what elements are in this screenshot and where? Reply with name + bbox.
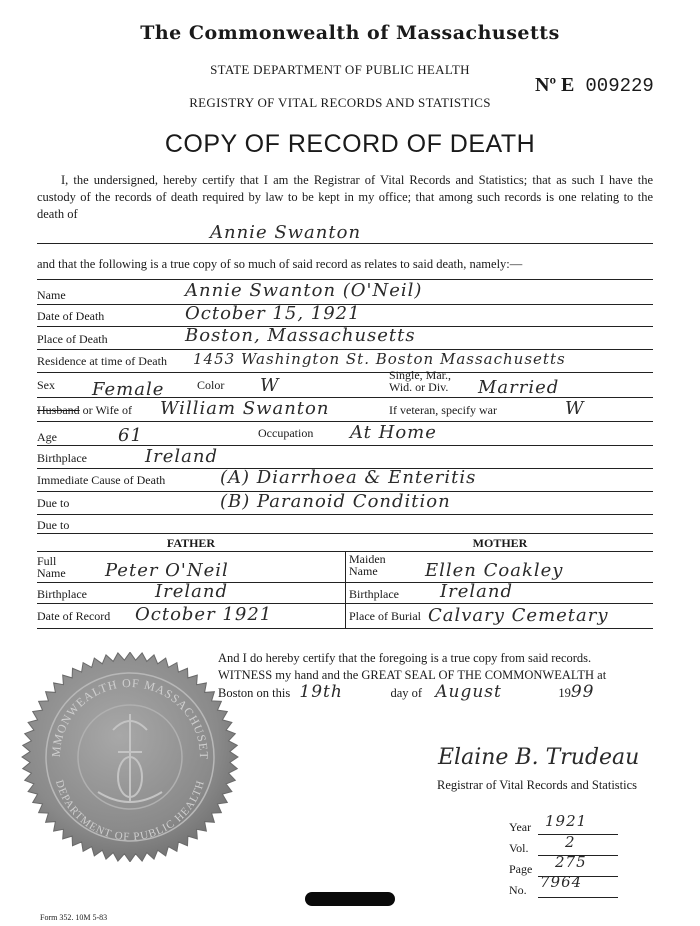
year-prefix: 19 [558, 686, 571, 700]
full-name-label [37, 555, 66, 579]
column-divider [345, 551, 346, 629]
rule [37, 445, 653, 446]
cause-label: Immediate Cause of Death [37, 473, 166, 487]
date-of-record: October 1921 [135, 604, 273, 625]
birthplace-value: Ireland [145, 446, 218, 467]
date-of-death-value: October 15, 1921 [185, 303, 361, 324]
rule [37, 603, 653, 604]
residence-label: Residence at time of Death [37, 354, 167, 368]
number-value: 009229 [585, 75, 654, 97]
no-underline [538, 897, 618, 898]
due-to-label-1: Due to [37, 496, 70, 510]
registry-heading: REGISTRY OF VITAL RECORDS AND STATISTICS [189, 95, 491, 110]
following-text: and that the following is a true copy of so much of said record as relates to said death, namely:— [37, 257, 523, 271]
page-value: 275 [555, 853, 587, 871]
marital-label-line1: Single, Mar., [389, 368, 451, 382]
date-of-death-label: Date of Death [37, 309, 105, 323]
age-label: Age [37, 430, 57, 444]
rule [37, 243, 653, 244]
color-label: Color [197, 378, 225, 392]
mother-name: Ellen Coakley [425, 560, 564, 581]
full-name-label-line1: Full [37, 554, 57, 568]
seal-bottom-text: DEPARTMENT OF PUBLIC HEALTH [52, 778, 208, 844]
name-label: Name [37, 288, 66, 302]
burial-label: Place of Burial [349, 609, 421, 623]
place-of-death-value: Boston, Massachusetts [185, 325, 416, 346]
rule [37, 628, 653, 629]
color-value: W [260, 375, 280, 396]
sex-label: Sex [37, 378, 55, 392]
or-wife-label: or Wife of [82, 403, 132, 417]
vol-value: 2 [565, 833, 576, 851]
boston-on-this: Boston on this [218, 686, 291, 700]
registrar-signature: Elaine B. Trudeau [438, 745, 640, 770]
deceased-name: Annie Swanton [210, 222, 362, 243]
occupation-label: Occupation [258, 426, 314, 440]
intro-paragraph: I, the undersigned, hereby certify that I am the Registrar of Vital Records and Statistics; that as such I have the custody of the records of death required by law to be kept in my office; that among such records is one relating to the death of [37, 173, 653, 221]
day-value: 19th [299, 682, 343, 702]
commonwealth-seal [18, 652, 243, 862]
date-line [218, 684, 594, 702]
registrar-title: Registrar of Vital Records and Statistics [437, 778, 638, 792]
maiden-name-label [349, 553, 386, 577]
residence-value: 1453 Washington St. Boston Massachusetts [193, 350, 566, 368]
marital-value: Married [478, 377, 560, 398]
maiden-label-line2: Name [349, 564, 378, 578]
father-name: Peter O'Neil [105, 560, 229, 581]
burial-value: Calvary Cemetary [428, 605, 609, 626]
form-number: Form 352. 10M 5-83 [40, 913, 108, 922]
number-prefix: Nº E [535, 74, 575, 96]
date-of-record-label: Date of Record [37, 609, 111, 623]
rule [37, 421, 653, 422]
spouse-value: William Swanton [160, 398, 330, 419]
full-name-label-line2: Name [37, 566, 66, 580]
birthplace-label: Birthplace [37, 451, 87, 465]
year-value: 1921 [545, 812, 588, 830]
rule [37, 514, 653, 515]
due-to-label-2: Due to [37, 518, 70, 532]
rule [37, 582, 653, 583]
father-header: FATHER [166, 536, 216, 550]
rule [37, 372, 653, 373]
father-birthplace-label: Birthplace [37, 587, 87, 601]
due-to-value-1: (B) Paranoid Condition [220, 491, 451, 512]
page-label: Page [509, 862, 533, 876]
document-title: COPY OF RECORD OF DEATH [164, 130, 536, 158]
year-value: 99 [570, 682, 595, 702]
occupation-value: At Home [350, 422, 437, 443]
month-value: August [435, 682, 502, 702]
witness-line: WITNESS my hand and the GREAT SEAL OF THE COMMONWEALTH at [218, 668, 607, 682]
no-value: 7964 [540, 873, 583, 891]
cause-value: (A) Diarrhoea & Enteritis [220, 467, 477, 488]
veteran-value: W [565, 398, 585, 419]
age-value: 61 [118, 425, 143, 446]
marital-label [389, 369, 451, 393]
certify-line: And I do hereby certify that the foregoing is a true copy from said records. [218, 651, 592, 665]
redaction-mark [305, 892, 395, 906]
name-value: Annie Swanton (O'Neil) [185, 280, 423, 301]
vol-label: Vol. [509, 841, 529, 855]
department-heading: STATE DEPARTMENT OF PUBLIC HEALTH [210, 62, 470, 77]
spouse-label [37, 403, 132, 418]
veteran-label: If veteran, specify war [389, 403, 497, 417]
day-of: day of [390, 686, 423, 700]
marital-label-line2: Wid. or Div. [389, 380, 449, 394]
certificate-number [535, 74, 654, 97]
mother-header: MOTHER [472, 536, 528, 550]
commonwealth-heading: The Commonwealth of Massachusetts [140, 22, 560, 44]
maiden-label-line1: Maiden [349, 552, 386, 566]
father-birthplace: Ireland [155, 581, 228, 602]
rule [37, 533, 653, 534]
mother-birthplace-label: Birthplace [349, 587, 399, 601]
no-label: No. [509, 883, 527, 897]
sex-value: Female [92, 379, 165, 400]
place-of-death-label: Place of Death [37, 332, 108, 346]
seal-top-text: MMONWEALTH OF MASSACHUSET [48, 675, 212, 761]
rule [37, 397, 653, 398]
mother-birthplace: Ireland [440, 581, 513, 602]
seal-icon [18, 652, 243, 862]
year-label: Year [509, 820, 532, 834]
year-underline [538, 834, 618, 835]
husband-label: Husband [37, 403, 80, 417]
